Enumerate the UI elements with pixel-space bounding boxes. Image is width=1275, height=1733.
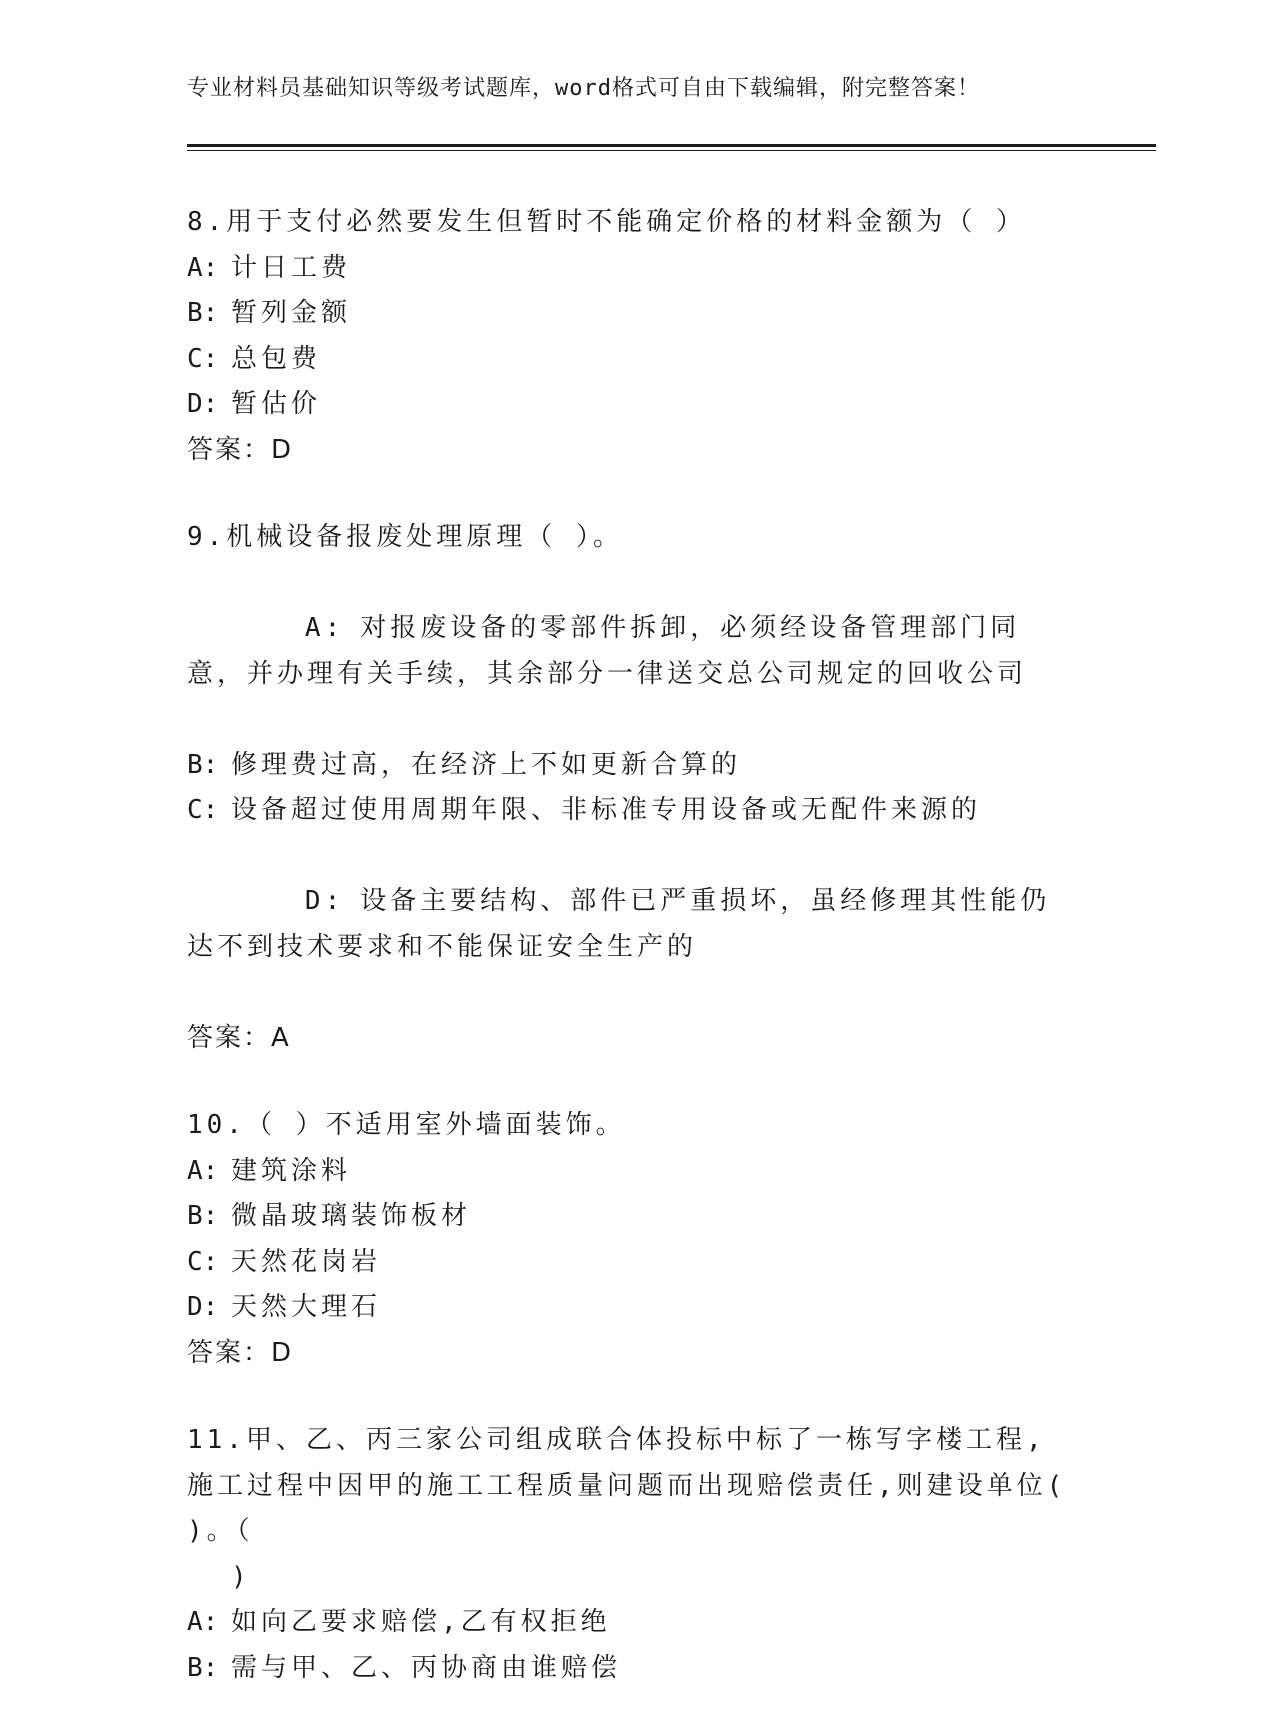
option-text: 天然花岗岩 [231, 1246, 382, 1277]
option-letter: A: [187, 1607, 219, 1637]
option-b [187, 291, 1067, 337]
option-letter: A: [187, 1155, 219, 1186]
question-list [187, 200, 1086, 1733]
option-b [187, 1194, 1067, 1240]
option-text: 天然大理石 [231, 1292, 382, 1322]
question-10 [187, 1103, 1067, 1376]
option-letter: B: [187, 298, 219, 328]
question-9 [187, 515, 1067, 1061]
answer-line: 答案：D [187, 434, 294, 465]
option-b [187, 1646, 1067, 1692]
option-letter: D: [187, 1292, 219, 1322]
question-11 [187, 1418, 1086, 1691]
option-d [187, 382, 1067, 428]
option-letter: D: [304, 886, 345, 916]
option-c [187, 1240, 1067, 1286]
header-rule-thin [187, 150, 1156, 151]
option-a [187, 1149, 1067, 1195]
option-a [187, 246, 1067, 292]
option-text: 微晶玻璃装饰板材 [231, 1201, 472, 1231]
option-d [187, 1285, 1067, 1331]
option-text: 暂列金额 [231, 298, 352, 328]
option-text: 总包费 [231, 343, 322, 374]
option-text: 建筑涂料 [231, 1155, 352, 1186]
option-letter: A: [304, 613, 345, 643]
option-letter: D: [187, 389, 219, 419]
option-b [187, 743, 1067, 789]
option-text: 对报废设备的零部件拆卸，必须经设备管理部门同意，并办理有关手续，其余部分一律送交总公司规定的回收公司 [187, 613, 1028, 689]
option-letter: C: [187, 1246, 219, 1277]
option-letter: A: [187, 252, 219, 283]
question-stem: 8.用于支付必然要发生但暂时不能确定价格的材料金额为（ ） [187, 207, 1026, 237]
option-text: 设备超过使用周期年限、非标准专用设备或无配件来源的 [231, 795, 982, 825]
option-c [187, 337, 1067, 383]
option-text: 需与甲、乙、丙协商由谁赔偿 [231, 1652, 622, 1683]
option-letter: B: [187, 749, 219, 780]
option-a [187, 1600, 1067, 1646]
question-stem-continuation: ) [231, 1561, 251, 1592]
option-letter: B: [187, 1201, 219, 1231]
question-8 [187, 200, 1067, 473]
option-text: 设备主要结构、部件已严重损坏，虽经修理其性能仍达不到技术要求和不能保证安全生产的 [187, 886, 1051, 962]
option-a [187, 561, 1067, 743]
answer-line: 答案：A [187, 1022, 291, 1053]
question-stem: 11.甲、乙、丙三家公司组成联合体投标中标了一栋写字楼工程,施工过程中因甲的施工工程质量问题而出现赔偿责任,则建设单位( )。（ [187, 1425, 1086, 1546]
page-header: 专业材料员基础知识等级考试题库，word格式可自由下载编辑，附完整答案！ [187, 76, 980, 101]
answer-line: 答案：D [187, 1337, 294, 1368]
option-text: 修理费过高，在经济上不如更新合算的 [231, 749, 742, 780]
option-letter: C: [187, 795, 219, 825]
option-c [187, 788, 1067, 834]
option-letter: C: [187, 343, 219, 374]
option-text: 暂估价 [231, 389, 322, 419]
header-rule-thick [187, 144, 1156, 147]
option-letter: B: [187, 1652, 219, 1683]
question-stem: 9.机械设备报废处理原理（ ）。 [187, 522, 623, 552]
option-d [187, 834, 1067, 1016]
option-text: 计日工费 [231, 252, 352, 283]
question-stem: 10.（ ）不适用室外墙面装饰。 [187, 1110, 626, 1140]
option-text: 如向乙要求赔偿,乙有权拒绝 [231, 1607, 611, 1637]
